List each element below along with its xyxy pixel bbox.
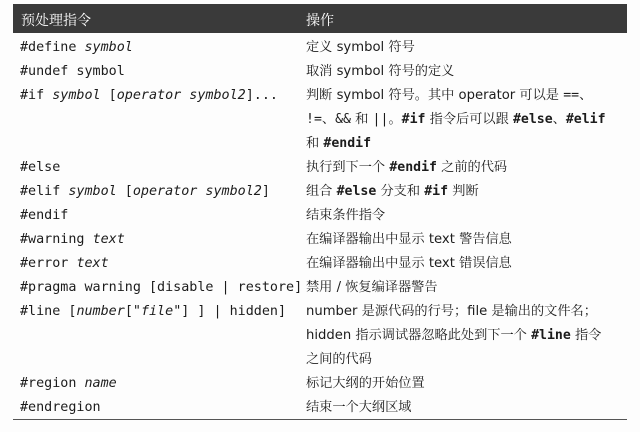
code-keyword: || (372, 112, 389, 127)
header-directive: 预处理指令 (21, 13, 91, 29)
operation-cell (306, 396, 624, 420)
directive-cell (20, 228, 302, 252)
table-row (13, 84, 627, 156)
operation-line (306, 252, 624, 276)
directive-text: [" (124, 304, 141, 319)
directive-text: symbol (84, 40, 133, 55)
directive-cell (20, 60, 302, 84)
operation-line (306, 108, 624, 132)
table-row (13, 252, 627, 276)
operation-text: 在编译器输出中显示 text 错误信息 (306, 256, 512, 271)
directive-cell (20, 300, 302, 324)
directive-cell (20, 276, 302, 300)
code-keyword: #if (424, 184, 449, 199)
header-operation: 操作 (306, 13, 334, 29)
operation-cell (306, 84, 624, 156)
directive-cell (20, 396, 302, 420)
directive-cell (20, 156, 302, 180)
operation-text: hidden 指示调试器忽略此处到下一个 (306, 328, 532, 343)
code-keyword: #else (512, 112, 553, 127)
operation-text: 、 (552, 112, 566, 127)
code-keyword: == (563, 88, 580, 103)
operation-text: 分支和 (376, 184, 425, 199)
directive-text: #error (20, 256, 77, 271)
operation-text: 之间的代码 (306, 352, 372, 367)
operation-cell (306, 276, 624, 300)
directive-text: number (76, 304, 125, 319)
operation-text: 和 (306, 136, 324, 151)
operation-line (306, 372, 624, 396)
code-keyword: #else (336, 184, 377, 199)
directive-text: #warning (20, 232, 93, 247)
table-header (13, 4, 627, 33)
table-row (13, 180, 627, 204)
code-keyword: #endif (389, 160, 437, 175)
directive-text: #else (20, 160, 61, 175)
operation-line (306, 156, 624, 180)
table-bottom-rule (13, 419, 627, 420)
table-row (13, 372, 627, 396)
operation-text: 取消 symbol 符号的定义 (306, 64, 455, 79)
directive-text: #region (20, 376, 85, 391)
operation-line (306, 204, 624, 228)
operation-line (306, 396, 624, 420)
operation-cell (306, 156, 624, 180)
directive-text: #undef symbol (20, 64, 125, 79)
directive-text: [ (116, 184, 133, 199)
operation-line (306, 276, 624, 300)
code-keyword: #elif (565, 112, 606, 127)
directive-text: operator symbol2 (116, 88, 246, 103)
table-row (13, 276, 627, 300)
code-keyword: && (335, 112, 351, 127)
operation-cell (306, 372, 624, 396)
operation-text: 禁用 / 恢复编译器警告 (306, 280, 438, 295)
table-row (13, 156, 627, 180)
directive-text: text (76, 256, 109, 271)
directive-text: file (140, 304, 174, 319)
operation-text: 在编译器输出中显示 text 警告信息 (306, 232, 512, 247)
directive-text: ] (261, 184, 270, 199)
directive-text: symbol (52, 88, 101, 103)
operation-line (306, 180, 624, 204)
operation-cell (306, 204, 624, 228)
directive-text: #pragma warning [disable | restore] (20, 280, 303, 295)
directive-text: operator symbol2 (132, 184, 262, 199)
operation-text: 判断 (448, 184, 479, 199)
directive-text: text (92, 232, 125, 247)
operation-line (306, 228, 624, 252)
operation-text: 。 (388, 112, 402, 127)
table-body (13, 36, 627, 420)
operation-cell (306, 228, 624, 252)
operation-text: 和 (350, 112, 373, 127)
operation-line (306, 324, 624, 348)
directive-text: #endregion (20, 400, 101, 415)
operation-text: 组合 (306, 184, 337, 199)
operation-line (306, 60, 624, 84)
code-keyword: #endif (323, 136, 372, 151)
operation-line (306, 132, 624, 156)
operation-cell (306, 36, 624, 60)
operation-text: 指令 (570, 328, 602, 343)
directive-text: #line [ (20, 304, 77, 319)
directive-text: name (84, 376, 117, 391)
operation-line (306, 348, 624, 372)
code-keyword: != (306, 112, 322, 127)
operation-text: 结束条件指令 (306, 208, 386, 223)
preprocessor-directives-table (13, 4, 627, 420)
directive-text: #if (20, 88, 53, 103)
directive-cell (20, 36, 302, 60)
directive-text: ]... (245, 88, 278, 103)
operation-text: 、 (579, 88, 593, 103)
directive-cell (20, 204, 302, 228)
directive-text: "] ] | hidden] (173, 304, 287, 319)
operation-cell (306, 300, 624, 372)
directive-text: #endif (20, 208, 69, 223)
directive-cell (20, 180, 302, 204)
operation-text: 执行到下一个 (306, 160, 390, 175)
operation-line (306, 84, 624, 108)
directive-cell (20, 372, 302, 396)
table-row (13, 204, 627, 228)
operation-text: 、 (321, 112, 336, 127)
code-keyword: #if (401, 112, 426, 127)
directive-cell (20, 84, 302, 108)
operation-text: 之前的代码 (436, 160, 508, 175)
operation-cell (306, 60, 624, 84)
operation-line (306, 300, 624, 324)
table-row (13, 60, 627, 84)
directive-text: #define (20, 40, 85, 55)
operation-cell (306, 180, 624, 204)
operation-text: 标记大纲的开始位置 (306, 376, 425, 391)
operation-text: 定义 symbol 符号 (306, 40, 415, 55)
operation-text: 判断 symbol 符号。其中 operator 可以是 (306, 88, 564, 103)
code-keyword: #line (531, 328, 571, 343)
directive-cell (20, 252, 302, 276)
operation-text: 结束一个大纲区域 (306, 400, 412, 415)
table-row (13, 36, 627, 60)
operation-text: number 是源代码的行号；file 是输出的文件名； (306, 304, 597, 319)
operation-text: 指令后可以跟 (425, 112, 513, 127)
operation-cell (306, 252, 624, 276)
table-row (13, 300, 627, 372)
directive-text: [ (100, 88, 117, 103)
table-row (13, 396, 627, 420)
directive-text: symbol (68, 184, 117, 199)
operation-line (306, 36, 624, 60)
directive-text: #elif (20, 184, 69, 199)
table-row (13, 228, 627, 252)
